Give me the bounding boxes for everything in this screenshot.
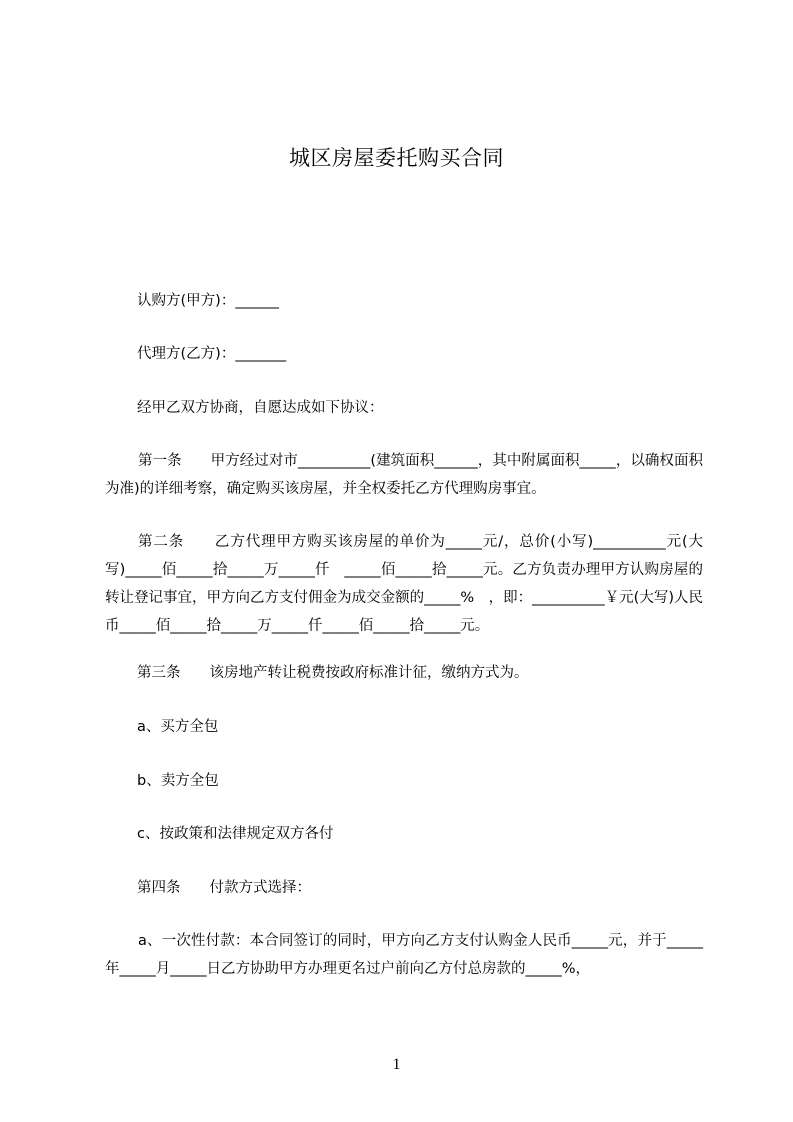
article-2-paragraph: 第二条 乙方代理甲方购买该房屋的单价为_____元/，总价(小写)__________元(大写)_____佰_____拾_____万_____仟 _____佰_____拾_____元。乙方负责办理甲方认购房屋的转让登记事宜，甲方向乙方支付佣金为成交金额的_____% ，即：__________￥元(大写)人民币_____佰_____拾_____万_____仟_____佰_____拾_____元。 bbox=[105, 534, 703, 634]
article-1-paragraph: 第一条 甲方经过对市__________(建筑面积______，其中附属面积_____，以确权面积为准)的详细考察，确定购买该房屋，并全权委托乙方代理购房事宜。 bbox=[105, 453, 703, 497]
page-number: 1 bbox=[392, 1056, 401, 1073]
option-c-item: c、按政策和法律规定双方各付 bbox=[137, 826, 334, 842]
party-b-line: 代理方(乙方)：_______ bbox=[137, 346, 287, 362]
option-a-item: a、买方全包 bbox=[137, 719, 219, 735]
article-4-option-a-paragraph: a、一次性付款：本合同签订的同时，甲方向乙方支付认购金人民币_____元，并于_____年_____月_____日乙方协助甲方办理更名过户前向乙方付总房款的_____%， bbox=[105, 933, 703, 977]
article-4-heading: 第四条 付款方式选择： bbox=[137, 880, 311, 896]
party-a-line: 认购方(甲方)：______ bbox=[137, 293, 279, 309]
intro-paragraph: 经甲乙双方协商，自愿达成如下协议： bbox=[137, 400, 384, 416]
article-3-paragraph: 第三条 该房地产转让税费按政府标准计征，缴纳方式为。 bbox=[137, 665, 529, 681]
document-title: 城区房屋委托购买合同 bbox=[289, 146, 504, 170]
option-b-item: b、卖方全包 bbox=[137, 773, 219, 789]
